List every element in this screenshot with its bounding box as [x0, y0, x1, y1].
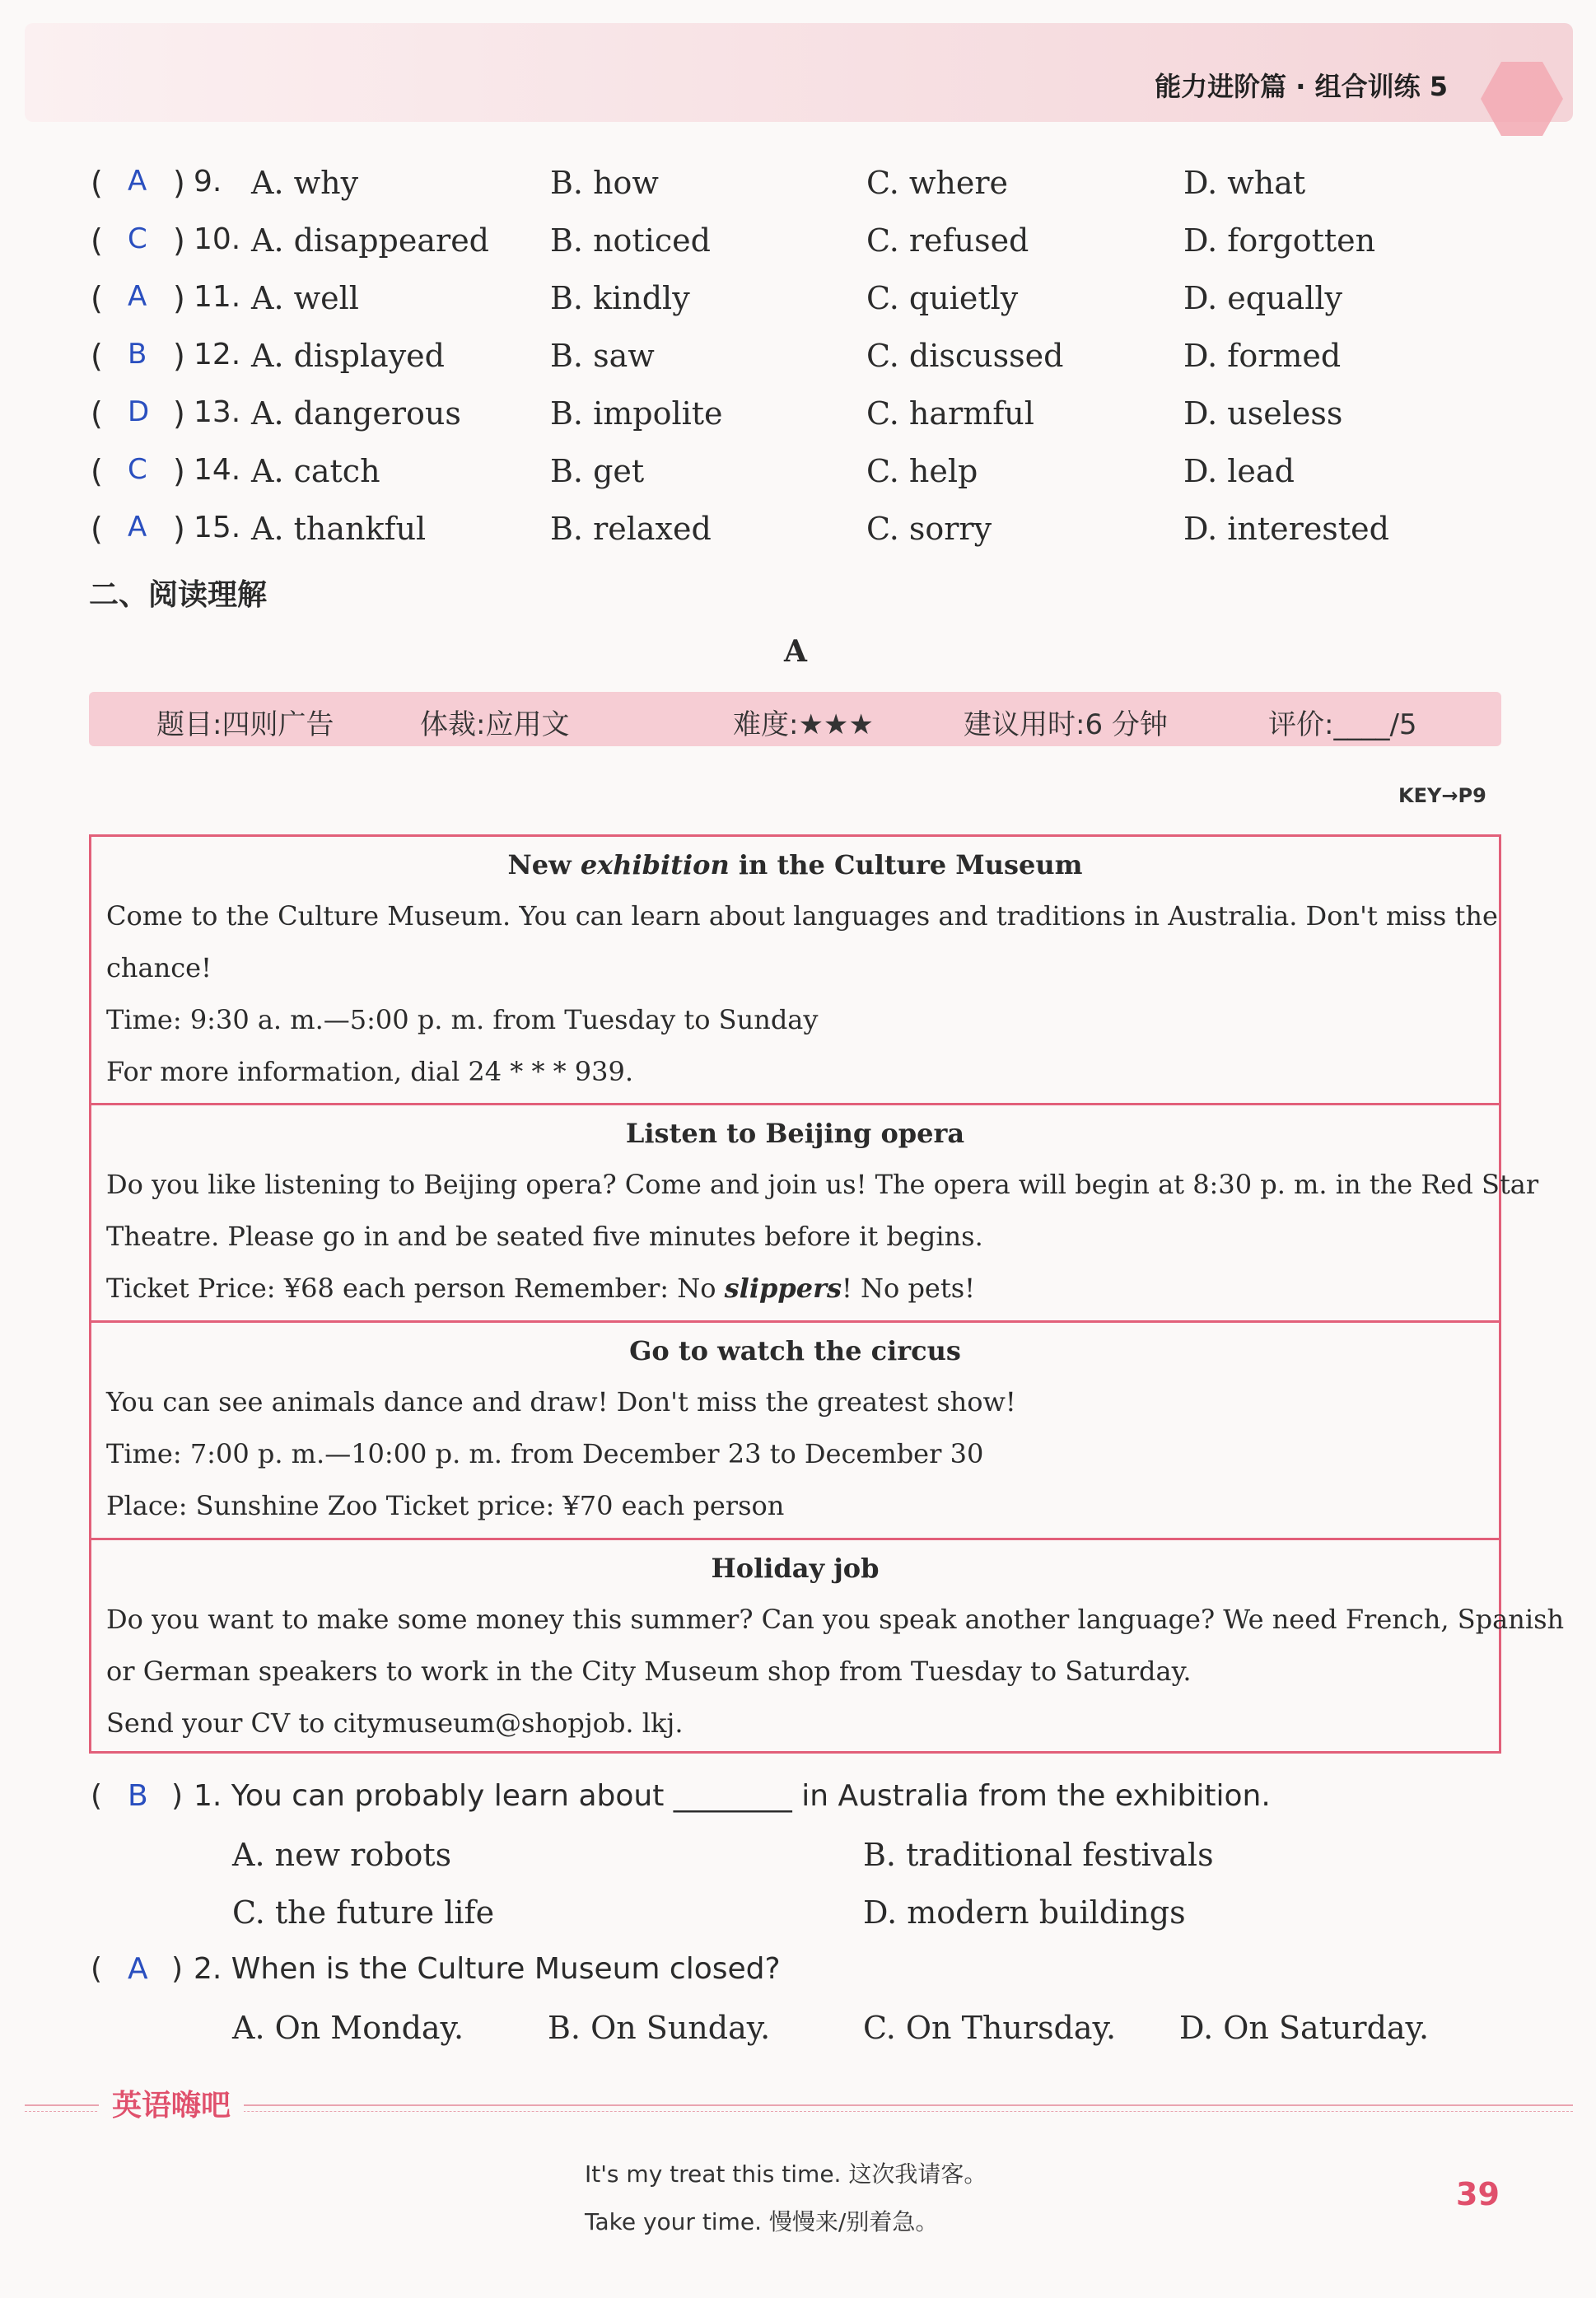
paren-open: ( — [91, 222, 103, 259]
ad-exhibition — [91, 837, 1499, 1105]
question-stem: 2. When is the Culture Museum closed? — [194, 1952, 781, 1986]
option-b: B. impolite — [550, 395, 723, 432]
option-a: A. displayed — [251, 338, 445, 374]
answer-letter: B — [128, 338, 147, 371]
option-a: A. catch — [251, 453, 380, 489]
advertisements-box — [89, 834, 1565, 1754]
paren-open: ( — [91, 338, 103, 374]
option-d: D. useless — [1183, 395, 1343, 432]
paren-open: ( — [91, 395, 103, 432]
ad-line: Ticket Price: ¥68 each person Remember: No slippers! No pets! — [106, 1273, 975, 1304]
ad-line: Place: Sunshine Zoo Ticket price: ¥70 each person — [106, 1490, 785, 1521]
option-b: B. traditional festivals — [863, 1837, 1214, 1873]
paren-open: ( — [91, 165, 103, 201]
option-d: D. what — [1183, 165, 1306, 201]
ad-circus — [91, 1323, 1499, 1540]
question-stem: 1. You can probably learn about ________ in Australia from the exhibition. — [194, 1779, 1271, 1813]
option-b: B. relaxed — [550, 511, 712, 547]
option-c: C. harmful — [866, 395, 1034, 432]
option-c: C. where — [866, 165, 1009, 201]
page-number: 39 — [1456, 2176, 1500, 2212]
answer-letter: D — [128, 395, 150, 428]
footer-divider — [25, 2104, 1573, 2106]
question-number: 14. — [194, 453, 241, 487]
option-d: D. formed — [1183, 338, 1342, 374]
info-time: 建议用时:6 分钟 — [964, 708, 1168, 741]
ad-line: Come to the Culture Museum. You can learn about languages and traditions in Australia. Don't miss the — [106, 900, 1498, 932]
question-number: 11. — [194, 280, 241, 314]
option-c: C. sorry — [866, 511, 992, 547]
option-a: A. thankful — [251, 511, 427, 547]
option-b: B. how — [550, 165, 659, 201]
question-number: 13. — [194, 395, 241, 429]
answer-letter: C — [128, 222, 147, 255]
paren-close: ) — [173, 165, 185, 201]
option-a: A. new robots — [232, 1837, 452, 1873]
answer-letter: C — [128, 453, 147, 486]
info-topic: 题目:四则广告 — [156, 708, 334, 741]
info-genre: 体裁:应用文 — [420, 708, 570, 741]
answer-key-ref: KEY→P9 — [1398, 784, 1486, 807]
option-c: C. help — [866, 453, 978, 489]
ad-line: Time: 7:00 p. m.—10:00 p. m. from December 23 to December 30 — [106, 1438, 984, 1469]
passage-info-bar — [89, 692, 1501, 746]
paren-close: ) — [173, 453, 185, 489]
info-score: 评价:____/5 — [1268, 708, 1417, 741]
answer-letter: B — [128, 1779, 148, 1813]
ad-title: New exhibition in the Culture Museum — [507, 849, 1083, 880]
paren-open: ( — [91, 453, 103, 489]
option-d: D. interested — [1183, 511, 1389, 547]
option-a: A. well — [251, 280, 359, 316]
question-number: 15. — [194, 511, 241, 544]
ad-holiday-job — [91, 1540, 1565, 1751]
ad-title: Listen to Beijing opera — [625, 1118, 965, 1149]
option-d: D. forgotten — [1183, 222, 1376, 259]
option-a: A. disappeared — [251, 222, 490, 259]
option-b: B. get — [550, 453, 645, 489]
ad-line: For more information, dial 24 * * * 939. — [106, 1056, 634, 1087]
option-b: B. noticed — [550, 222, 711, 259]
footer-phrase-2: Take your time. 慢慢来/别着急。 — [585, 2208, 939, 2235]
ad-title: Holiday job — [711, 1553, 880, 1584]
option-a: A. dangerous — [251, 395, 461, 432]
footer-divider-dashed — [25, 2111, 1573, 2112]
option-c: C. discussed — [866, 338, 1064, 374]
option-d: D. modern buildings — [863, 1894, 1186, 1931]
paren-close: ) — [173, 511, 185, 547]
option-c: C. the future life — [232, 1894, 495, 1931]
answer-letter: A — [128, 165, 147, 198]
option-c: C. refused — [866, 222, 1029, 259]
question-number: 9. — [194, 165, 222, 199]
paren-close: ) — [173, 338, 185, 374]
passage-letter: A — [784, 634, 807, 669]
option-d: D. On Saturday. — [1179, 2010, 1430, 2046]
info-difficulty: 难度:★★★ — [733, 708, 874, 741]
ad-line: Time: 9:30 a. m.—5:00 p. m. from Tuesday to Sunday — [106, 1004, 819, 1035]
ad-line: Theatre. Please go in and be seated five minutes before it begins. — [106, 1221, 983, 1252]
footer-tag: 英语嗨吧 — [99, 2082, 244, 2124]
paren-open: ( — [91, 511, 103, 547]
question-number: 12. — [194, 338, 241, 371]
option-b: B. kindly — [550, 280, 690, 316]
option-d: D. equally — [1183, 280, 1342, 316]
ad-line: or German speakers to work in the City Museum shop from Tuesday to Saturday. — [106, 1656, 1192, 1687]
page-header-title: 能力进阶篇 · 组合训练 5 — [1155, 71, 1448, 102]
ad-title: Go to watch the circus — [629, 1335, 961, 1366]
paren-open: ( — [91, 280, 103, 316]
option-b: B. On Sunday. — [548, 2010, 771, 2046]
option-c: C. On Thursday. — [863, 2010, 1117, 2046]
ad-line: Send your CV to citymuseum@shopjob. lkj. — [106, 1707, 684, 1739]
answer-letter: A — [128, 280, 147, 313]
ad-line: Do you like listening to Beijing opera? Come and join us! The opera will begin at 8:30 p. m. in the Red Star — [106, 1169, 1539, 1200]
option-c: C. quietly — [866, 280, 1019, 316]
section-title: 二、阅读理解 — [89, 578, 268, 612]
option-a: A. why — [251, 165, 359, 201]
answer-letter: A — [128, 511, 147, 544]
option-a: A. On Monday. — [232, 2010, 464, 2046]
answer-letter: A — [128, 1952, 148, 1986]
ad-line: You can see animals dance and draw! Don't miss the greatest show! — [106, 1386, 1016, 1418]
paren-close: ) — [173, 280, 185, 316]
option-d: D. lead — [1183, 453, 1295, 489]
ad-line: Do you want to make some money this summer? Can you speak another language? We need French, Spanish — [106, 1604, 1565, 1635]
footer-phrase-1: It's my treat this time. 这次我请客。 — [585, 2160, 987, 2188]
ad-beijing-opera — [91, 1105, 1539, 1323]
paren-close: ) — [173, 395, 185, 432]
question-number: 10. — [194, 222, 241, 256]
ad-line: chance! — [106, 952, 212, 983]
paren-close: ) — [173, 222, 185, 259]
option-b: B. saw — [550, 338, 655, 374]
